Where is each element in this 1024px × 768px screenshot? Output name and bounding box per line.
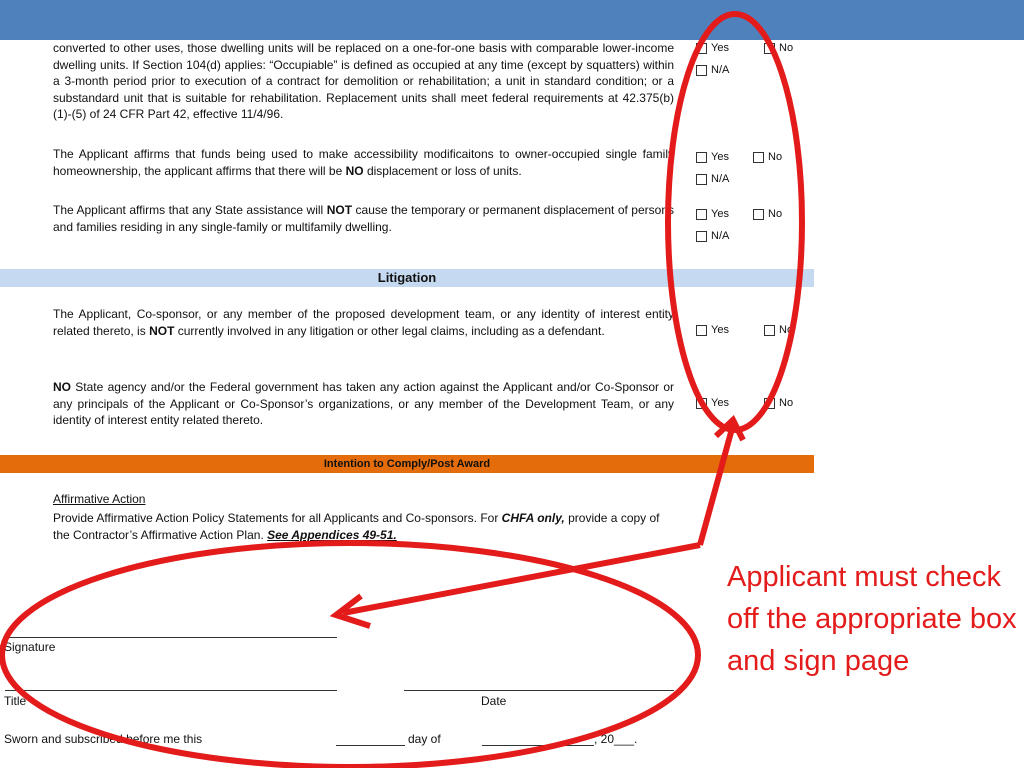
no-label: No [768,151,783,163]
na-label: N/A [711,173,730,185]
signature-circle-annotation [2,543,698,767]
na-label: N/A [711,230,730,242]
yes-label: Yes [711,208,729,220]
checkbox-circle-annotation [668,14,802,430]
yes-label: Yes [711,42,729,54]
q1-text-post: currently involved in any litigation or other legal claims, including as a defendant. [174,323,605,338]
affirm-text-mid: provide a copy of the Contractor’s Affirmative Action Plan. [53,511,660,542]
accessibility-text-pre: The Applicant affirms that funds being used to make accessibility modificaitons to owner-occupied single family homeownership, the applicant affirms that there will be [53,147,674,178]
appendices-reference: See Appendices 49-51. [267,527,397,542]
q1-text-pre: The Applicant, Co-sponsor, or any member of the proposed development team, or any identity of interest entity related thereto, is [53,307,674,338]
no-label: No [779,42,794,54]
no-label: No [768,208,783,220]
yes-label: Yes [711,397,729,409]
day-of-label: day of [408,732,441,746]
state-bold: NOT [326,203,353,217]
intention-header: Intention to Comply/Post Award [0,455,814,473]
no-label: No [779,397,794,409]
year-label: , 20___. [594,732,638,746]
litigation-header: Litigation [0,269,814,287]
accessibility-bold: NO [345,163,364,178]
relocation-text: converted to other uses, those dwelling units will be replaced on a one-for-one basis with comparable lower-income dwelling units. If Section 104(d) applies: “Occupiable” is defined as occupied at any time (except by squatters) within a 3-month period prior to execution of a contract for demolition or rehabilitation; a unit in standard condition; or a substandard unit that is suitable for rehabilitation. Replacement units shall meet federal requirements at 42.375(b) (1)-(5) of 24 CFR Part 42, effective 11/4/96. [53,41,674,121]
q2-bold: NO [53,380,71,394]
affirm-text-pre: Provide Affirmative Action Policy Statements for all Applicants and Co-sponsors. For [53,511,502,525]
annotation-note: Applicant must check off the appropriate box and sign page [727,561,1017,677]
yes-label: Yes [711,324,729,336]
state-text-pre: The Applicant affirms that any State assistance will [53,203,327,217]
no-label: No [779,324,794,336]
q1-bold: NOT [149,323,175,338]
sworn-label: Sworn and subscribed before me this [4,732,203,746]
state-text-post: cause the temporary or permanent displacement of persons and families residing in any single-family or multifamily dwelling. [53,203,674,234]
yes-label: Yes [711,151,729,163]
signature-label: Signature [4,640,56,654]
date-label: Date [481,694,507,708]
na-label: N/A [711,64,730,76]
affirmative-action-title: Affirmative Action [53,492,146,506]
title-label: Title [4,694,27,708]
q2-text: State agency and/or the Federal government has taken any action against the Applicant and/or Co-Sponsor or any principals of the Applicant or Co-Sponsor’s organizations, or any member of the Development Team, or any identity of interest entity related thereto. [53,380,674,427]
accessibility-text-post: displacement or loss of units. [363,163,522,178]
affirm-chfa-bold: CHFA only, [501,511,565,525]
arrow-up-shaft [700,425,733,545]
